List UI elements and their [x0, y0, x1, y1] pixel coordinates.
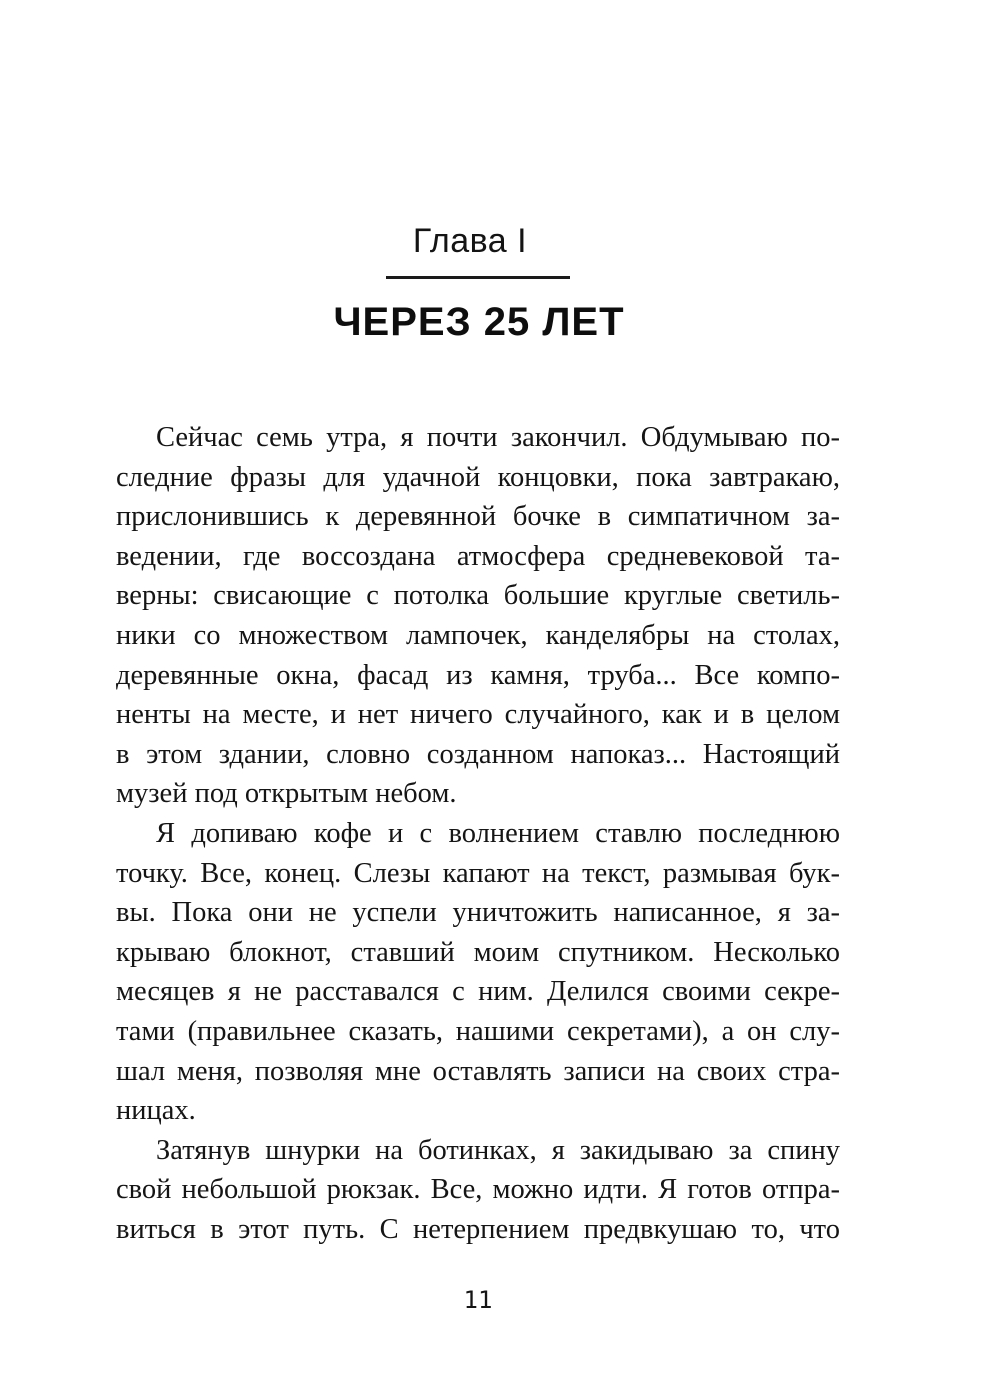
text-line: ведении, где воссоздана атмосфера средневековой та-	[116, 540, 840, 572]
text-line: тами (правильнее сказать, нашими секретами), а он слу-	[116, 1015, 840, 1047]
text-line: вы. Пока они не успели уничтожить написанное, я за-	[116, 897, 840, 929]
paragraph	[116, 814, 840, 1131]
text-line: ницах.	[116, 1095, 196, 1127]
text-line: крываю блокнот, ставший моим спутником. Несколько	[116, 936, 840, 968]
text-line: виться в этот путь. С нетерпением предвкушаю то, что	[116, 1213, 840, 1245]
text-line: Я допиваю кофе и с волнением ставлю последнюю	[156, 817, 840, 849]
text-line: ненты на месте, и нет ничего случайного, как и в целом	[116, 699, 840, 731]
text-line: ники со множеством лампочек, канделябры на столах,	[116, 619, 840, 651]
page-number: 11	[463, 1286, 493, 1314]
chapter-label: Глава I	[412, 222, 528, 260]
text-line: Затянув шнурки на ботинках, я закидываю за спину	[156, 1134, 840, 1166]
paragraph	[116, 418, 840, 814]
text-line: свой небольшой рюкзак. Все, можно идти. Я готов отпра-	[116, 1174, 840, 1206]
text-line: музей под открытым небом.	[116, 778, 457, 810]
text-line: в этом здании, словно созданном напоказ... Настоящий	[116, 738, 840, 770]
text-line: точку. Все, конец. Слезы капают на текст, размывая бук-	[116, 857, 840, 889]
text-line: месяцев я не расставался с ним. Делился своими секре-	[116, 976, 840, 1008]
text-line: деревянные окна, фасад из камня, труба... Все компо-	[116, 659, 840, 691]
body-text	[116, 418, 840, 1249]
chapter-divider	[386, 276, 570, 279]
text-line: верны: свисающие с потолка большие круглые светиль-	[116, 580, 840, 612]
chapter-title: ЧЕРЕЗ 25 ЛЕТ	[333, 300, 625, 344]
text-line: Сейчас семь утра, я почти закончил. Обдумываю по-	[156, 422, 840, 453]
text-line: следние фразы для удачной концовки, пока завтракаю,	[116, 461, 840, 493]
text-line: шал меня, позволяя мне оставлять записи на своих стра-	[116, 1055, 840, 1087]
paragraph	[116, 1131, 840, 1250]
text-line: прислонившись к деревянной бочке в симпатичном за-	[116, 501, 840, 533]
